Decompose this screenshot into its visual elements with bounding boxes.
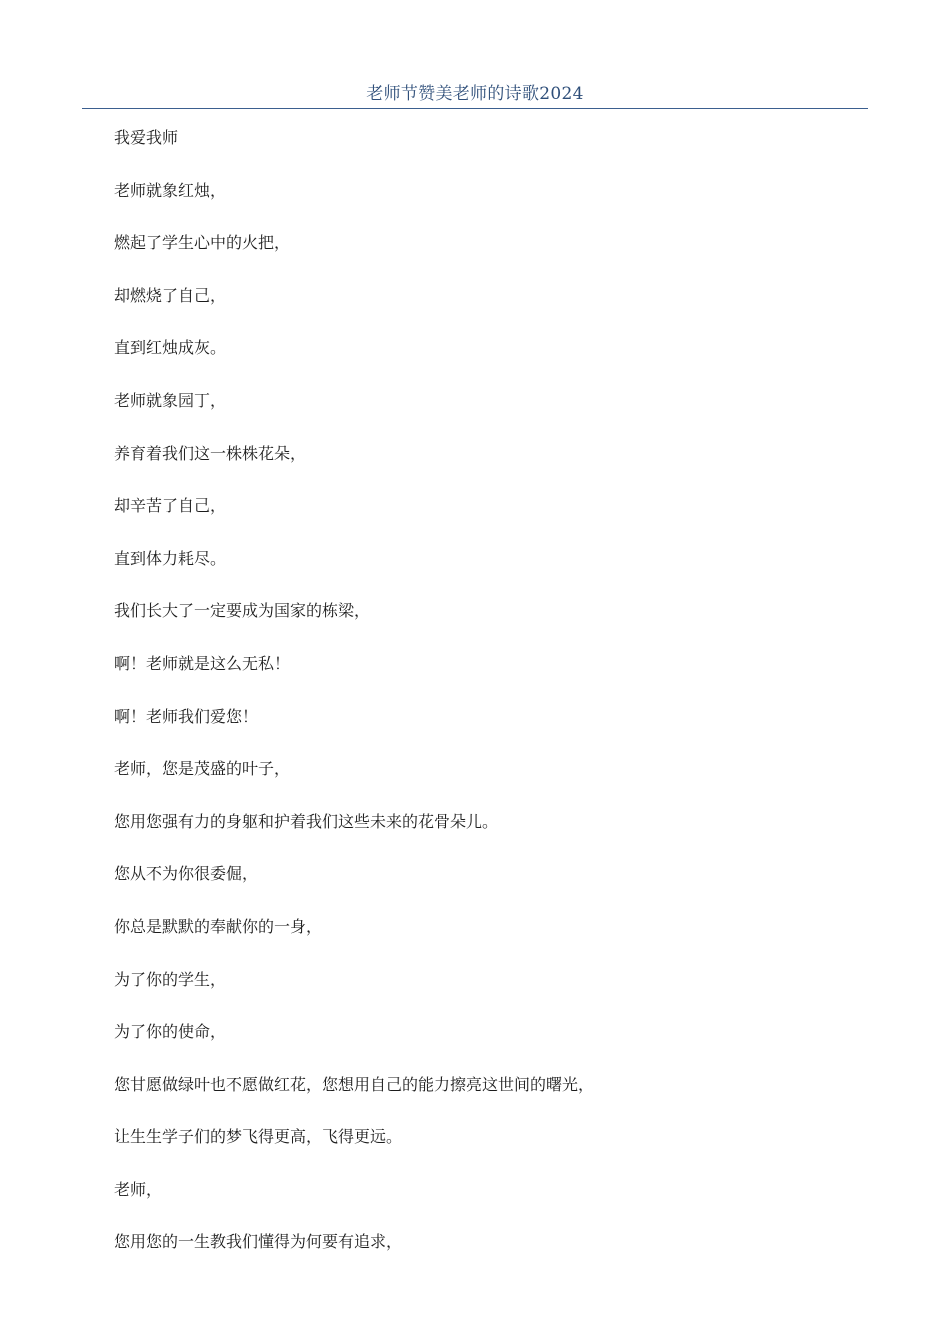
poem-line: 燃起了学生心中的火把， bbox=[114, 233, 291, 253]
poem-line: 让生生学子们的梦飞得更高，飞得更远。 bbox=[114, 1127, 403, 1147]
poem-line: 为了你的使命， bbox=[114, 1022, 227, 1042]
poem-line: 您用您的一生教我们懂得为何要有追求， bbox=[114, 1232, 403, 1252]
poem-line: 老师， bbox=[114, 1179, 163, 1199]
poem-title-line: 我爱我师 bbox=[114, 128, 179, 147]
page-header bbox=[82, 82, 868, 106]
poem-line: 您从不为你很委倔， bbox=[114, 864, 259, 884]
poem-line: 直到红烛成灰。 bbox=[114, 338, 227, 358]
poem-line: 您用您强有力的身躯和护着我们这些未来的花骨朵儿。 bbox=[114, 811, 499, 831]
poem-line: 直到体力耗尽。 bbox=[114, 548, 227, 568]
poem-line: 啊！老师就是这么无私！ bbox=[114, 653, 291, 673]
poem-body bbox=[114, 126, 854, 1283]
poem-line: 啊！老师我们爱您！ bbox=[114, 706, 259, 726]
poem-line: 你总是默默的奉献你的一身， bbox=[114, 916, 323, 936]
poem-line: 却辛苦了自己， bbox=[114, 496, 227, 516]
poem-line: 为了你的学生， bbox=[114, 969, 227, 989]
poem-line: 老师就象园丁， bbox=[114, 390, 227, 410]
poem-line: 养育着我们这一株株花朵， bbox=[114, 443, 307, 463]
poem-line: 我们长大了一定要成为国家的栋梁， bbox=[114, 601, 371, 621]
poem-line: 却燃烧了自己， bbox=[114, 285, 227, 305]
poem-line: 您甘愿做绿叶也不愿做红花，您想用自己的能力擦亮这世间的曙光， bbox=[114, 1074, 595, 1094]
poem-line: 老师，您是茂盛的叶子， bbox=[114, 759, 291, 779]
header-divider bbox=[82, 108, 868, 109]
document-title: 老师节赞美老师的诗歌2024 bbox=[366, 84, 584, 104]
poem-line: 老师就象红烛， bbox=[114, 180, 227, 200]
